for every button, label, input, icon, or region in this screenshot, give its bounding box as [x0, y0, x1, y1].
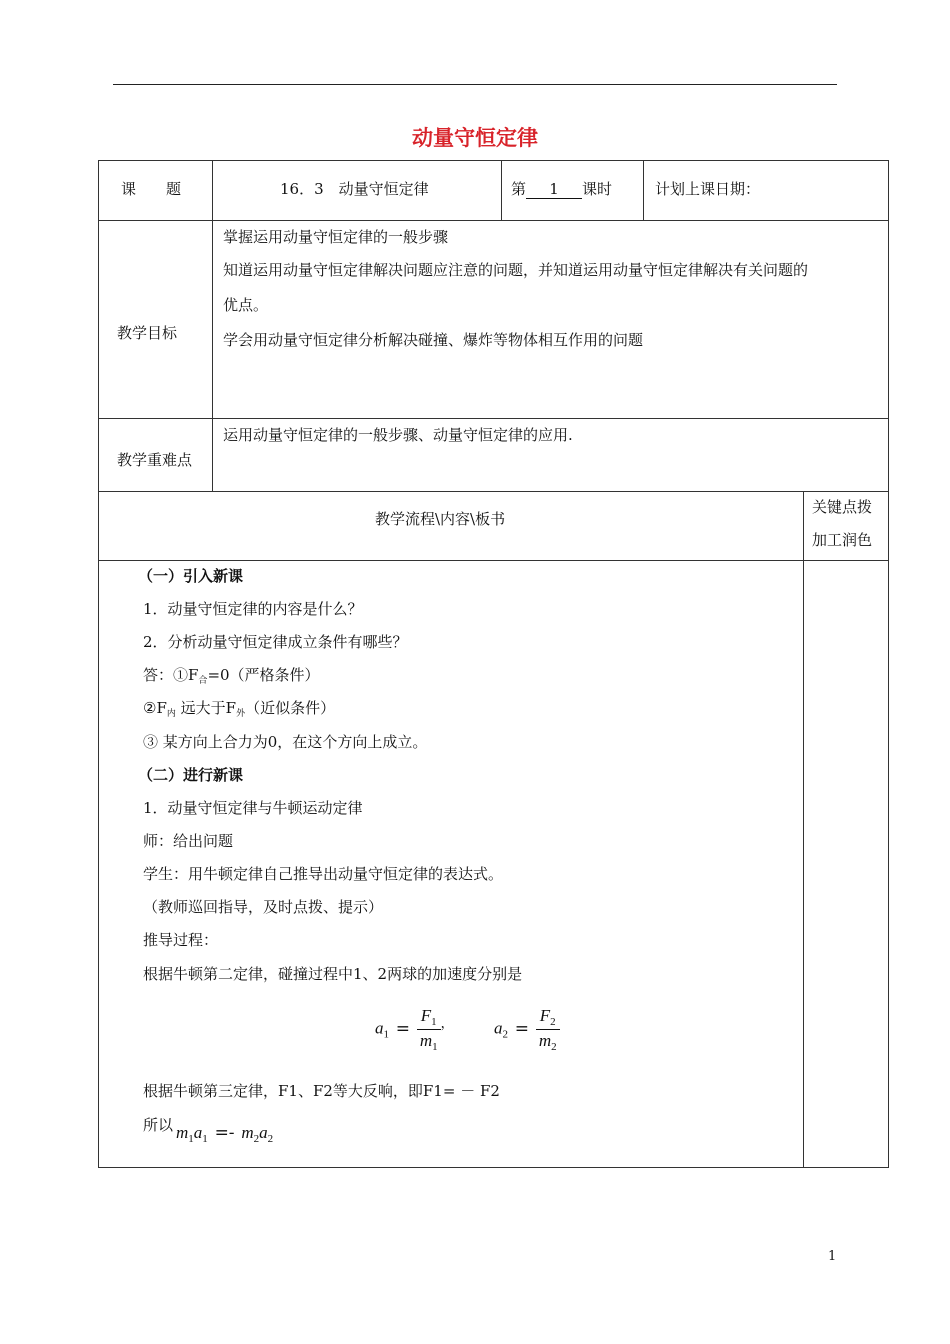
paragraph: 推导过程：: [143, 931, 219, 949]
answer-1-subscript: 合: [198, 676, 208, 686]
table-border-bottom: [98, 1167, 889, 1168]
table-border-top: [98, 160, 889, 161]
flow-header: 教学流程\内容\板书: [375, 510, 506, 528]
eq-symbol: a: [494, 1018, 503, 1038]
eq-denominator: m: [538, 1031, 552, 1050]
lesson-suffix: 课时: [582, 180, 613, 198]
answer-2-subscript-inner: 内: [166, 709, 176, 719]
eq-denominator: m: [419, 1031, 433, 1050]
side-header-2: 加工润色: [812, 531, 873, 549]
paragraph: 学生：用牛顿定律自己推导出动量守恒定律的表达式。: [143, 865, 504, 883]
equation-acceleration-1: $a_1$ = $\frac{F_1}{m_1}$ ，: [375, 1006, 454, 1053]
eq-subscript: 1: [188, 1133, 194, 1145]
paragraph: 根据牛顿第二定律，碰撞过程中1、2两球的加速度分别是: [143, 965, 523, 983]
side-header-1: 关键点拨: [812, 498, 873, 516]
col-divider: [643, 160, 644, 220]
eq-fraction: [536, 1006, 560, 1053]
col-divider: [803, 491, 804, 1168]
answer-1: [143, 664, 320, 685]
equation-momentum: [176, 1123, 273, 1145]
answer-2: [143, 697, 335, 718]
topic-value: 16．3 动量守恒定律: [280, 180, 429, 198]
answer-3: ③ 某方向上合力为0，在这个方向上成立。: [143, 733, 428, 751]
goals-label: 教学目标: [117, 324, 178, 342]
page-number: 1: [828, 1249, 837, 1264]
eq-subscript: 2: [253, 1133, 260, 1145]
col-divider: [501, 160, 502, 220]
answer-1-condition: =0（严格条件）: [207, 666, 320, 684]
lesson-prefix: 第: [511, 180, 527, 198]
lesson-count: [511, 178, 612, 199]
keypoints-label: 教学重难点: [117, 451, 193, 469]
topic-label: 课 题: [121, 180, 182, 198]
eq-fraction: [417, 1006, 441, 1053]
paragraph: 所以: [143, 1116, 174, 1134]
paragraph: 1．动量守恒定律与牛顿运动定律: [143, 799, 363, 817]
section-new-heading: （二）进行新课: [138, 766, 244, 784]
lesson-number: 1: [526, 180, 582, 199]
eq-relation: =-: [214, 1123, 235, 1143]
goal-line: 学会用动量守恒定律分析解决碰撞、爆炸等物体相互作用的问题: [223, 331, 644, 349]
paragraph: （教师巡回指导，及时点拨、提示）: [143, 898, 384, 916]
eq-subscript: 1: [383, 1028, 389, 1041]
eq-symbol: a: [259, 1123, 268, 1142]
row-divider: [98, 560, 889, 561]
table-border-left: [98, 160, 99, 1168]
answer-2-relation: 远大于F: [175, 699, 237, 717]
answer-2-condition: （近似条件）: [245, 699, 336, 717]
answer-2-subscript-outer: 外: [236, 709, 246, 719]
eq-subscript: 1: [431, 1016, 437, 1028]
question-1: 1．动量守恒定律的内容是什么？: [143, 600, 363, 618]
eq-numerator: F: [539, 1006, 551, 1025]
eq-separator: ，: [440, 1016, 454, 1032]
planned-date-label: 计划上课日期：: [655, 180, 761, 198]
document-title: 动量守恒定律: [412, 126, 538, 150]
eq-symbol: a: [193, 1123, 203, 1142]
eq-numerator: F: [420, 1006, 432, 1025]
eq-subscript: 2: [267, 1133, 274, 1145]
col-divider: [212, 160, 213, 491]
goal-line: 知道运用动量守恒定律解决问题应注意的问题，并知道运用动量守恒定律解决有关问题的: [223, 261, 809, 279]
table-border-right: [888, 160, 889, 1168]
row-divider: [98, 491, 889, 492]
goal-line: 掌握运用动量守恒定律的一般步骤: [223, 228, 449, 246]
keypoints-text: 运用动量守恒定律的一般步骤、动量守恒定律的应用.: [223, 426, 573, 444]
eq-symbol: m: [241, 1123, 254, 1142]
row-divider: [98, 220, 889, 221]
section-intro-heading: （一）引入新课: [138, 567, 244, 585]
paragraph: 师：给出问题: [143, 832, 234, 850]
answer-2-text: ②F: [143, 699, 167, 717]
eq-subscript: 2: [550, 1016, 556, 1028]
eq-subscript: 1: [202, 1133, 208, 1145]
goal-line: 优点。: [223, 296, 269, 314]
header-rule: [113, 84, 837, 85]
paragraph: 根据牛顿第三定律，F1、F2等大反响，即F1= － F2: [143, 1082, 500, 1100]
answer-1-text: 答：①F: [143, 666, 199, 684]
eq-subscript: 2: [502, 1028, 508, 1041]
question-2: 2．分析动量守恒定律成立条件有哪些？: [143, 633, 408, 651]
eq-subscript: 2: [551, 1041, 557, 1053]
equation-acceleration-2: $a_2$ = $\frac{F_2}{m_2}$: [494, 1006, 560, 1053]
eq-symbol: a: [375, 1018, 384, 1038]
eq-subscript: 1: [432, 1041, 438, 1053]
row-divider: [98, 418, 889, 419]
eq-symbol: m: [176, 1123, 189, 1142]
